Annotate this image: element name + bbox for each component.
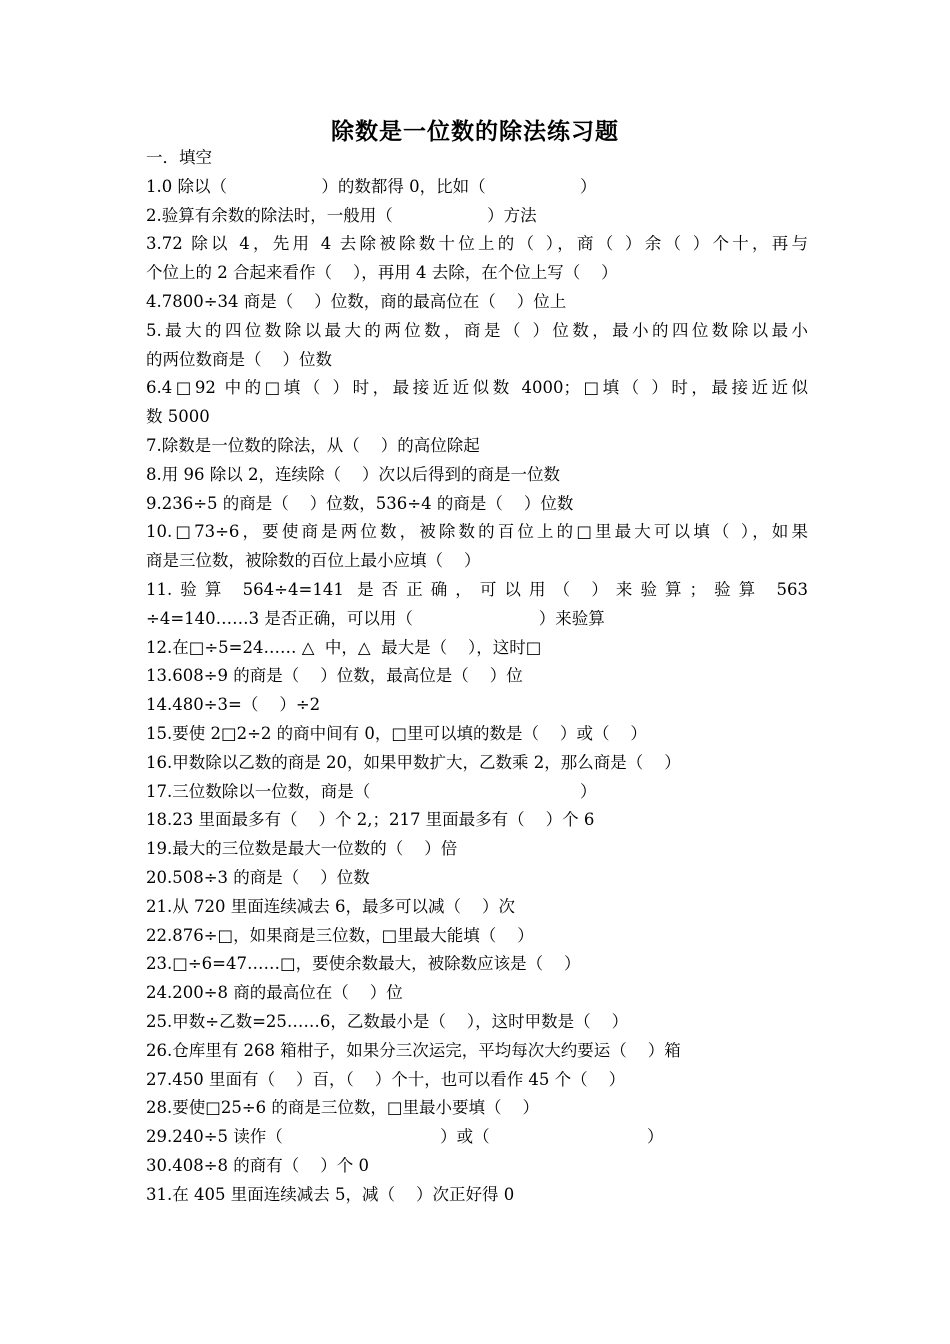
question-line: 27.450 里面有（ ）百，（ ）个十，也可以看作 45 个（ ） [146, 1069, 626, 1089]
question-line: 22.876÷□，如果商是三位数，□里最大能填（ ） [146, 925, 534, 945]
question-line: 的两位数商是（ ）位数 [146, 349, 332, 369]
question-line: 30.408÷8 的商有（ ）个 0 [146, 1155, 370, 1175]
question-line: 28.要使□25÷6 的商是三位数，□里最小要填（ ） [146, 1098, 539, 1118]
question-line: 25.甲数÷乙数=25……6，乙数最小是（ ），这时甲数是（ ） [146, 1011, 629, 1031]
question-line: 19.最大的三位数是最大一位数的（ ）倍 [146, 839, 458, 859]
question-line: 11.验算 564÷4=141 是否正确，可以用（ ）来验算；验算 563 [146, 579, 808, 599]
question-line: 23.□÷6=47……□，要使余数最大，被除数应该是（ ） [146, 954, 581, 974]
question-line: 4.7800÷34 商是（ ）位数，商的最高位在（ ）位上 [146, 291, 567, 311]
question-line: 21.从 720 里面连续减去 6，最多可以减（ ）次 [146, 896, 515, 916]
question-line: 数 5000 [146, 407, 210, 427]
question-line: 2.验算有余数的除法时，一般用（ ）方法 [146, 205, 537, 225]
section-heading: 一．填空 [146, 148, 212, 167]
question-line: 12.在□÷5=24…… △ 中，△ 最大是（ ），这时□ [146, 637, 542, 657]
question-line: 商是三位数，被除数的百位上最小应填（ ） [146, 551, 481, 571]
question-line: 14.480÷3=（ ）÷2 [146, 695, 321, 715]
question-line: 13.608÷9 的商是（ ）位数，最高位是（ ）位 [146, 666, 523, 686]
question-line: 29.240÷5 读作（ ）或（ ） [146, 1127, 664, 1147]
question-line: 9.236÷5 的商是（ ）位数，536÷4 的商是（ ）位数 [146, 493, 574, 513]
question-line: 17.三位数除以一位数，商是（ ） [146, 781, 597, 801]
question-line: ÷4=140……3 是否正确，可以用（ ）来验算 [146, 608, 605, 628]
question-line: 个位上的 2 合起来看作（ ），再用 4 去除，在个位上写（ ） [146, 263, 618, 283]
question-line: 1.0 除以（ ）的数都得 0，比如（ ） [146, 176, 597, 196]
question-line: 26.仓库里有 268 箱柑子，如果分三次运完，平均每次大约要运（ ）箱 [146, 1040, 681, 1060]
question-line: 7.除数是一位数的除法，从（ ）的高位除起 [146, 435, 480, 455]
question-list [146, 144, 808, 1209]
question-line: 18.23 里面最多有（ ）个 2,；217 里面最多有（ ）个 6 [146, 810, 595, 830]
question-line: 10.□73÷6，要使商是两位数，被除数的百位上的□里最大可以填（ ），如果 [146, 522, 808, 542]
question-line: 15.要使 2□2÷2 的商中间有 0，□里可以填的数是（ ）或（ ） [146, 723, 647, 743]
question-line: 6.4□92 中的□填（ ）时，最接近近似数 4000；□填（ ）时，最接近近似 [146, 378, 808, 398]
page-title: 除数是一位数的除法练习题 [331, 119, 619, 145]
question-line: 3.72 除以 4，先用 4 去除被除数十位上的（ ），商（ ）余（ ）个十，再与 [146, 234, 808, 254]
question-line: 20.508÷3 的商是（ ）位数 [146, 867, 370, 887]
question-line: 16.甲数除以乙数的商是 20，如果甲数扩大，乙数乘 2，那么商是（ ） [146, 752, 681, 772]
question-line: 8.用 96 除以 2，连续除（ ）次以后得到的商是一位数 [146, 464, 560, 484]
question-line: 24.200÷8 商的最高位在（ ）位 [146, 983, 403, 1003]
question-line: 5.最大的四位数除以最大的两位数，商是（ ）位数，最小的四位数除以最小 [146, 320, 808, 340]
question-line: 31.在 405 里面连续减去 5，减（ ）次正好得 0 [146, 1184, 515, 1204]
